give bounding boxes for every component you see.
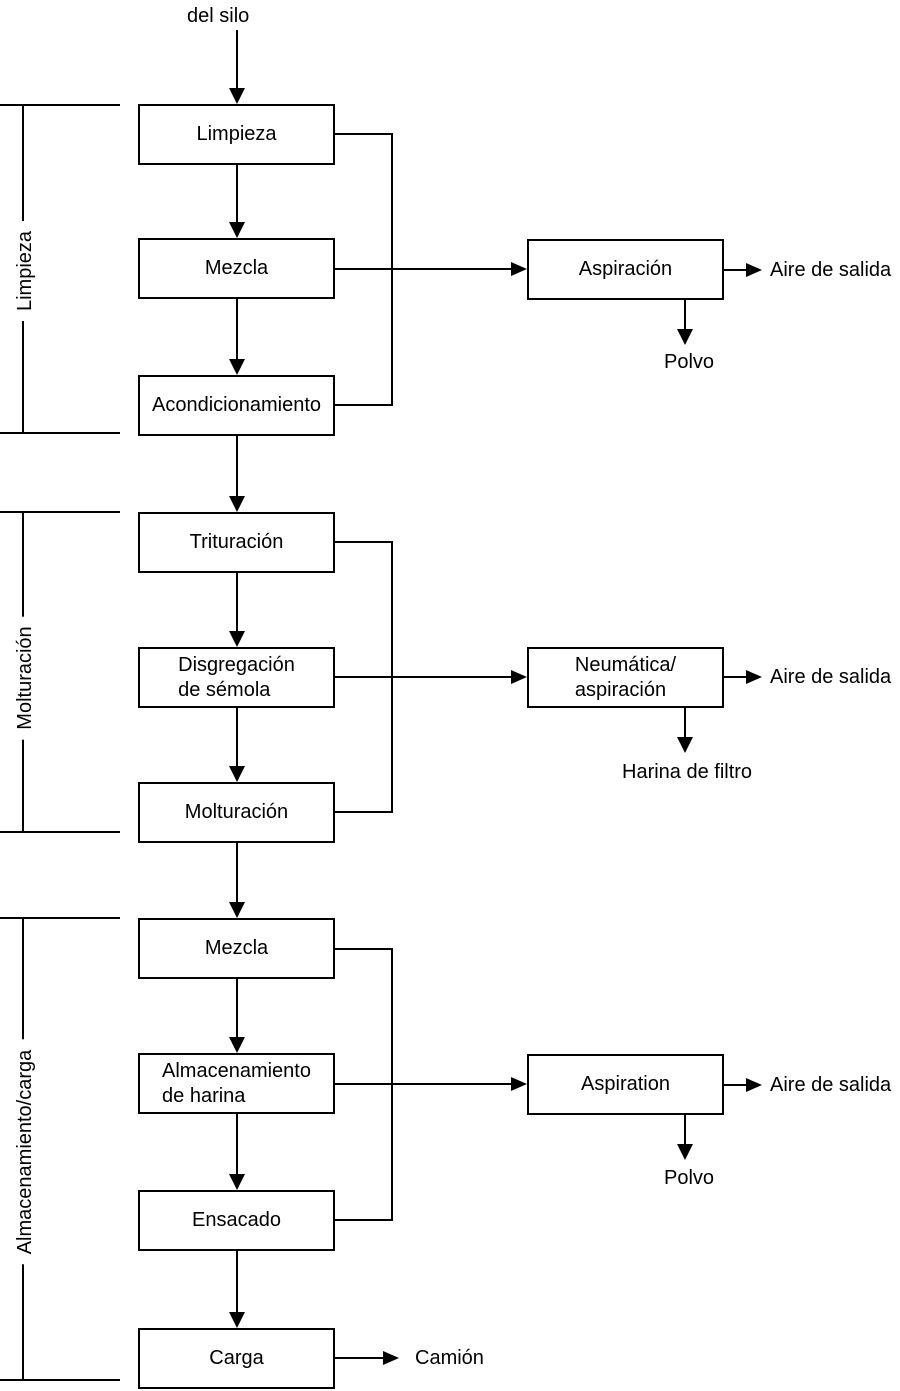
process-box-acondicionamiento	[138, 375, 335, 436]
connector-section1	[335, 134, 527, 405]
process-box-almacenamiento-de-harina	[138, 1053, 335, 1114]
box-label-line2: de sémola	[178, 678, 271, 701]
connector-section2	[335, 542, 527, 812]
output-label-aire-de-salida-1: Aire de salida	[770, 259, 892, 281]
box-label: Aspiración	[578, 258, 673, 280]
box-label: Mezcla	[204, 937, 269, 959]
output-label-aire-de-salida-3: Aire de salida	[770, 1074, 892, 1096]
box-label: Aspiration	[581, 1073, 670, 1095]
connector-section3	[335, 949, 527, 1220]
box-label: Acondicionamiento	[152, 394, 321, 416]
output-label-harina-de-filtro: Harina de filtro	[622, 761, 753, 783]
box-label: Mezcla	[204, 257, 269, 279]
box-label-line2: aspiración	[574, 678, 667, 701]
box-label-line1: Disgregación	[178, 653, 295, 676]
box-label-line1: Neumática/	[574, 653, 677, 676]
box-label: Trituración	[189, 531, 284, 553]
output-label-aire-de-salida-2: Aire de salida	[770, 666, 892, 688]
output-carga-camion	[335, 1351, 399, 1365]
box-label-line2: de harina	[162, 1084, 246, 1107]
process-box-ensacado	[138, 1190, 335, 1251]
section-label-almacenamiento-carga: Almacenamiento/carga	[11, 1040, 39, 1265]
process-box-carga	[138, 1328, 335, 1389]
process-box-trituracion	[138, 512, 335, 573]
process-box-disgregacion-de-semola	[138, 647, 335, 708]
section-label-limpieza: Limpieza	[11, 221, 39, 321]
box-label: Molturación	[184, 801, 289, 823]
process-box-mezcla-1	[138, 238, 335, 299]
process-box-limpieza	[138, 104, 335, 165]
section-label-molturacion: Molturación	[11, 616, 39, 739]
side-box-aspiracion-1	[527, 239, 724, 300]
side-box-aspiration-3	[527, 1054, 724, 1115]
output-label-polvo-3: Polvo	[664, 1167, 715, 1189]
output-label-camion: Camión	[415, 1347, 484, 1369]
source-label: del silo	[187, 5, 250, 27]
box-label-line1: Almacenamiento	[162, 1059, 311, 1082]
box-label: Carga	[209, 1347, 264, 1369]
process-box-mezcla-2	[138, 918, 335, 979]
output-label-polvo-1: Polvo	[664, 351, 715, 373]
box-label: Limpieza	[196, 123, 277, 145]
box-label: Ensacado	[192, 1209, 281, 1231]
side-box-neumatica-aspiracion	[527, 647, 724, 708]
process-box-molturacion	[138, 782, 335, 843]
